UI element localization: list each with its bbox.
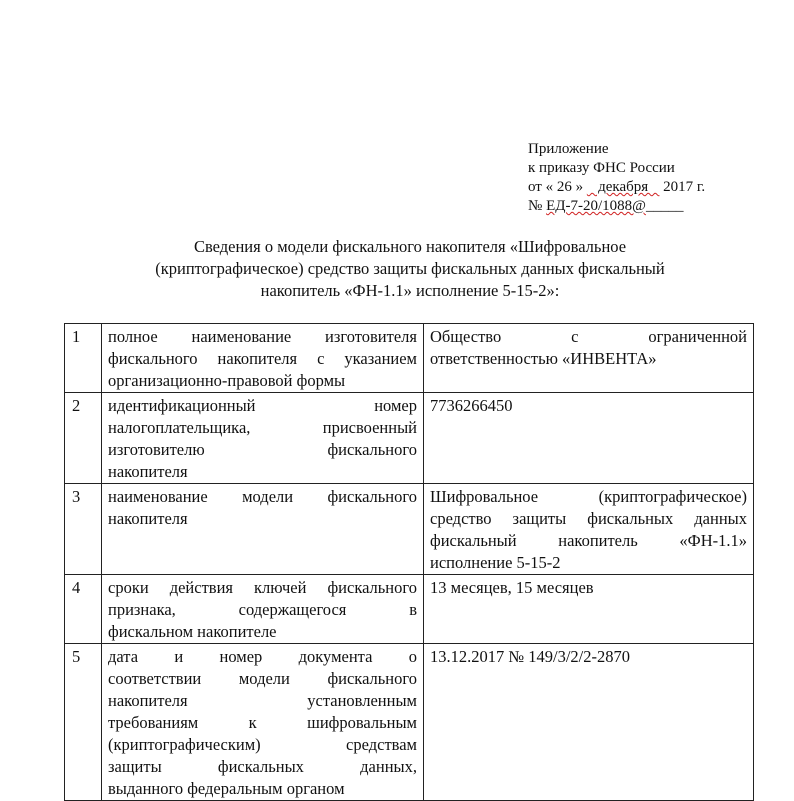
row-number: 3 xyxy=(65,484,102,575)
document-title xyxy=(120,236,700,302)
row-value xyxy=(424,575,754,644)
text-line: Шифровальное (криптографическое) xyxy=(430,487,747,506)
text-line: фискальный накопитель «ФН-1.1» xyxy=(430,531,747,550)
text-line: полное наименование изготовителя xyxy=(108,327,417,346)
text-line: средство защиты фискальных данных xyxy=(430,509,747,528)
text-line: идентификационный номер xyxy=(108,396,417,415)
number-blank: _____ xyxy=(645,198,684,214)
row-value xyxy=(424,644,754,801)
text-line: дата и номер документа о xyxy=(108,647,417,666)
row-number: 2 xyxy=(65,393,102,484)
table-row xyxy=(65,575,754,644)
text-line: налогоплательщика, присвоенный xyxy=(108,418,417,437)
text-line: исполнение 5-15-2 xyxy=(430,553,561,572)
title-line: (криптографическое) средство защиты фискальных данных фискальный xyxy=(155,259,665,278)
text-line: фискальном накопителе xyxy=(108,622,277,641)
table-row xyxy=(65,484,754,575)
table-row xyxy=(65,324,754,393)
row-value xyxy=(424,484,754,575)
title-line: Сведения о модели фискального накопителя «Шифровальное xyxy=(193,237,627,256)
text-line: организационно-правовой формы xyxy=(108,371,346,390)
row-label xyxy=(102,644,424,801)
text-line: требованиям к шифровальным xyxy=(108,713,417,732)
appendix-line: Приложение xyxy=(528,141,609,157)
model-info-table xyxy=(64,323,754,801)
table-row xyxy=(65,393,754,484)
row-label xyxy=(102,393,424,484)
row-number: 4 xyxy=(65,575,102,644)
text-line: изготовителю фискального xyxy=(108,440,417,459)
text-line: соответствии модели фискального xyxy=(108,669,417,688)
text-line: накопителя xyxy=(108,462,188,481)
text-line: наименование модели фискального xyxy=(108,487,417,506)
title-line: накопитель «ФН-1.1» исполнение 5-15-2»: xyxy=(260,281,560,300)
row-number: 5 xyxy=(65,644,102,801)
text-line: 7736266450 xyxy=(430,396,513,415)
text-line: накопителя xyxy=(108,509,188,528)
text-line: (криптографическим) средствам xyxy=(108,735,417,754)
text-line: признака, содержащегося в xyxy=(108,600,417,619)
text-line: ответственностью «ИНВЕНТА» xyxy=(430,349,657,368)
appendix-header xyxy=(528,140,705,216)
text-line: защиты фискальных данных, xyxy=(108,757,417,776)
appendix-date xyxy=(528,178,705,197)
date-year: 2017 г. xyxy=(659,179,706,195)
row-number: 1 xyxy=(65,324,102,393)
date-day: от « 26 » xyxy=(528,179,584,195)
appendix-number xyxy=(528,197,705,216)
text-line: накопителя установленным xyxy=(108,691,417,710)
table-row xyxy=(65,644,754,801)
text-line: сроки действия ключей фискального xyxy=(108,578,417,597)
number-sign: № xyxy=(528,198,547,214)
row-value xyxy=(424,324,754,393)
text-line: выданного федеральным органом xyxy=(108,779,345,798)
row-label xyxy=(102,484,424,575)
date-month: декабря xyxy=(586,179,660,195)
text-line: Общество с ограниченной xyxy=(430,327,747,346)
appendix-line: к приказу ФНС России xyxy=(528,160,675,176)
text-line: 13.12.2017 № 149/3/2/2-2870 xyxy=(430,647,630,666)
row-value xyxy=(424,393,754,484)
row-label xyxy=(102,324,424,393)
order-number: ЕД-7-20/1088@ xyxy=(546,198,646,214)
text-line: 13 месяцев, 15 месяцев xyxy=(430,578,594,597)
row-label xyxy=(102,575,424,644)
text-line: фискального накопителя с указанием xyxy=(108,349,417,368)
